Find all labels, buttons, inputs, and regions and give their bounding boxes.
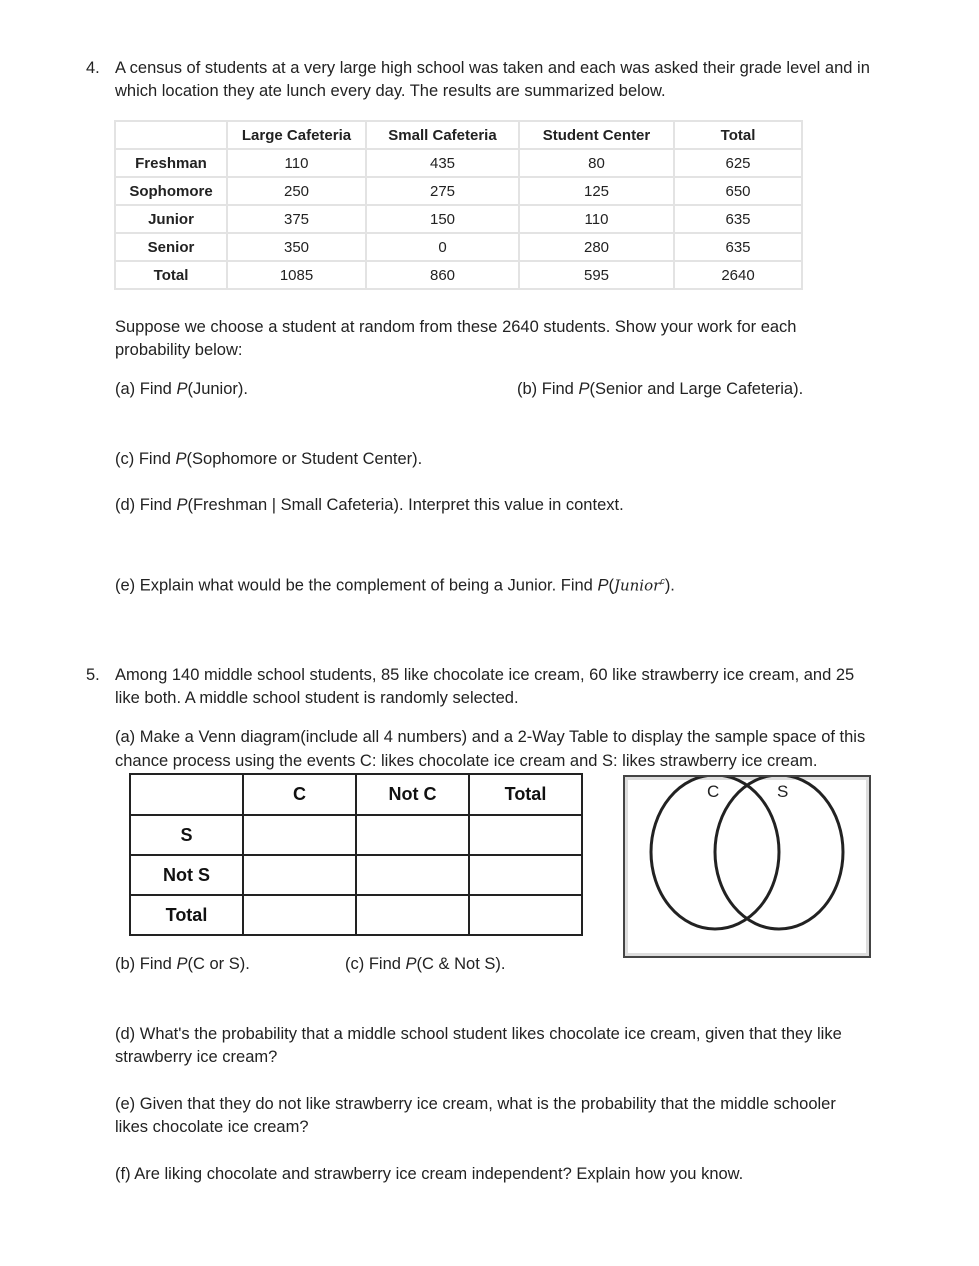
q4-part-c	[115, 449, 422, 469]
q5-part-a-line2: chance process using the events C: likes chocolate ice cream and S: likes strawberry ice cream.	[115, 752, 818, 770]
q4-part-e	[115, 571, 675, 596]
part-d-text: (d) Find	[115, 496, 177, 514]
table-cell: 625	[674, 149, 802, 177]
table-cell: 125	[519, 177, 674, 205]
header-cell: C	[243, 774, 356, 815]
table-cell: 595	[519, 261, 674, 289]
part-c-event: (Sophomore or Student Center).	[186, 450, 423, 468]
complement-superscript: c	[660, 576, 665, 586]
q4-prompt-line1: Suppose we choose a student at random from these 2640 students. Show your work for each	[115, 318, 797, 336]
two-way-table	[129, 773, 583, 936]
part-b-event: (C or S).	[187, 955, 250, 973]
table-cell: 635	[674, 233, 802, 261]
part-c-text: (c) Find	[115, 450, 176, 468]
blank-cell[interactable]	[356, 855, 469, 895]
table-cell: 0	[366, 233, 519, 261]
part-b-event: (Senior and Large Cafeteria).	[589, 380, 804, 398]
table-cell: 860	[366, 261, 519, 289]
blank-cell[interactable]	[243, 815, 356, 855]
q5-text-line1: Among 140 middle school students, 85 like chocolate ice cream, 60 like strawberry ice cream, and 25	[115, 666, 855, 684]
table-row	[130, 895, 582, 935]
table-header-row	[115, 121, 802, 149]
blank-cell[interactable]	[469, 815, 582, 855]
part-c-text: (c) Find	[345, 955, 406, 973]
header-cell: Small Cafeteria	[366, 121, 519, 149]
part-d-event: (Freshman | Small Cafeteria). Interpret this value in context.	[187, 496, 624, 514]
table-cell: 280	[519, 233, 674, 261]
table-header-row	[130, 774, 582, 815]
header-cell	[115, 121, 227, 149]
table-cell: 110	[519, 205, 674, 233]
q5-part-e-line2: likes chocolate ice cream?	[115, 1118, 309, 1136]
header-cell: Total	[469, 774, 582, 815]
blank-cell[interactable]	[356, 815, 469, 855]
table-row	[115, 261, 802, 289]
row-label: Senior	[115, 233, 227, 261]
q4-part-d	[115, 495, 624, 515]
header-cell: Not C	[356, 774, 469, 815]
venn-label-c: C	[707, 782, 720, 801]
part-b-text: (b) Find	[517, 380, 579, 398]
table-cell: 150	[366, 205, 519, 233]
p-symbol: P	[176, 496, 188, 514]
blank-cell[interactable]	[243, 855, 356, 895]
venn-label-s: S	[777, 782, 789, 801]
row-label: Junior	[115, 205, 227, 233]
blank-cell[interactable]	[469, 855, 582, 895]
header-cell: Large Cafeteria	[227, 121, 366, 149]
header-cell	[130, 774, 243, 815]
table-row	[130, 815, 582, 855]
census-table	[114, 120, 803, 290]
q5-part-c	[345, 954, 505, 974]
p-symbol: P	[176, 380, 188, 398]
q5-part-d-line1: (d) What's the probability that a middle school student likes chocolate ice cream, given that they like	[115, 1025, 842, 1043]
p-symbol: P	[176, 955, 188, 973]
p-symbol: P	[175, 450, 187, 468]
table-row	[115, 149, 802, 177]
row-label: Total	[130, 895, 243, 935]
q5-part-a-line1: (a) Make a Venn diagram(include all 4 numbers) and a 2-Way Table to display the sample space of this	[115, 728, 866, 746]
row-label: Total	[115, 261, 227, 289]
table-row	[115, 177, 802, 205]
table-cell: 2640	[674, 261, 802, 289]
part-c-event: (C & Not S).	[416, 955, 506, 973]
table-row	[115, 205, 802, 233]
table-row	[130, 855, 582, 895]
header-cell: Total	[674, 121, 802, 149]
table-cell: 1085	[227, 261, 366, 289]
part-a-event: (Junior).	[187, 380, 248, 398]
table-cell: 435	[366, 149, 519, 177]
table-cell: 110	[227, 149, 366, 177]
table-cell: 650	[674, 177, 802, 205]
table-row	[115, 233, 802, 261]
part-e-text: (e) Explain what would be the complement of being a Junior. Find	[115, 576, 598, 595]
row-label: S	[130, 815, 243, 855]
table-cell: 250	[227, 177, 366, 205]
table-cell: 350	[227, 233, 366, 261]
part-b-text: (b) Find	[115, 955, 177, 973]
q5-part-d-line2: strawberry ice cream?	[115, 1048, 278, 1066]
p-symbol: P	[578, 380, 590, 398]
table-cell: 275	[366, 177, 519, 205]
paren: (	[608, 576, 614, 595]
q4-text-line1: A census of students at a very large high school was taken and each was asked their grade level and in	[115, 59, 870, 77]
row-label: Not S	[130, 855, 243, 895]
table-cell: 375	[227, 205, 366, 233]
blank-cell[interactable]	[469, 895, 582, 935]
blank-cell[interactable]	[243, 895, 356, 935]
table-cell: 80	[519, 149, 674, 177]
q5-part-e-line1: (e) Given that they do not like strawberry ice cream, what is the probability that the middle schooler	[115, 1095, 836, 1113]
q5-text-line2: like both. A middle school student is randomly selected.	[115, 689, 519, 707]
p-symbol: P	[405, 955, 417, 973]
q4-part-a	[115, 379, 248, 399]
row-label: Sophomore	[115, 177, 227, 205]
q4-number: 4.	[86, 59, 100, 77]
table-cell: 635	[674, 205, 802, 233]
junior-math: Junior	[613, 576, 661, 595]
header-cell: Student Center	[519, 121, 674, 149]
q5-part-f: (f) Are liking chocolate and strawberry ice cream independent? Explain how you know.	[115, 1165, 744, 1183]
paren: ).	[664, 576, 675, 595]
blank-cell[interactable]	[356, 895, 469, 935]
q4-prompt-line2: probability below:	[115, 341, 243, 359]
row-label: Freshman	[115, 149, 227, 177]
venn-diagram	[623, 775, 871, 958]
p-symbol: P	[597, 576, 609, 595]
q4-part-b	[517, 379, 803, 399]
q4-text-line2: which location they ate lunch every day. The results are summarized below.	[115, 82, 666, 100]
q5-part-b	[115, 954, 250, 974]
q5-number: 5.	[86, 666, 100, 684]
part-a-text: (a) Find	[115, 380, 177, 398]
